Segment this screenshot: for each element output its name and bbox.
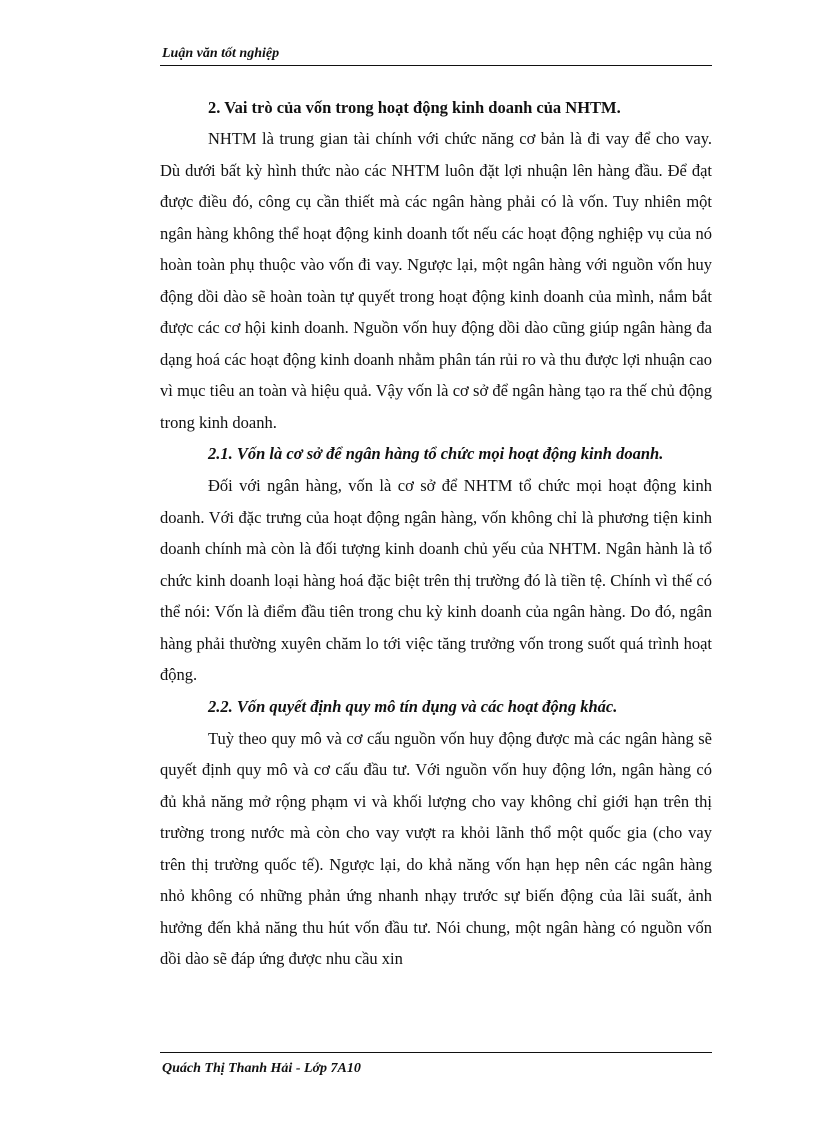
subsection-1-heading: 2.1. Vốn là cơ sở để ngân hàng tổ chức mọi hoạt động kinh doanh.: [208, 444, 664, 463]
footer-rule: [160, 1052, 712, 1053]
subsection-2-heading: 2.2. Vốn quyết định quy mô tín dụng và các hoạt động khác.: [208, 696, 618, 716]
document-body: [160, 92, 712, 975]
header-rule: [160, 65, 712, 66]
subsection-2-paragraph: Tuỳ theo quy mô và cơ cấu nguồn vốn huy động được mà các ngân hàng sẽ quyết định quy mô và cơ cấu đầu tư. Với nguồn vốn huy động lớn, ngân hàng có đủ khả năng mở rộng phạm vi và khối lượng cho vay không chỉ giới hạn trên thị trường trong nước mà còn cho vay vượt ra khỏi lãnh thổ một quốc gia (cho vay trên thị trường quốc tế). Ngược lại, do khả năng vốn hạn hẹp nên các ngân hàng nhỏ không có những phản ứng nhanh nhạy trước sự biến động của lãi suất, ảnh hưởng đến khả năng thu hút vốn đầu tư. Nói chung, một ngân hàng có nguồn vốn dồi dào sẽ đáp ứng được nhu cầu xin: [160, 728, 712, 968]
footer-author: Quách Thị Thanh Hải - Lớp 7A10: [162, 1061, 361, 1076]
header-title: Luận văn tốt nghiệp: [162, 46, 280, 61]
page-footer: [160, 1052, 712, 1077]
subsection-1-paragraph: Đối với ngân hàng, vốn là cơ sở để NHTM tổ chức mọi hoạt động kinh doanh. Với đặc trưng của hoạt động ngân hàng, vốn không chỉ là phương tiện kinh doanh chính mà còn là đối tượng kinh doanh chủ yếu của NHTM. Ngân hành là tổ chức kinh doanh loại hàng hoá đặc biệt trên thị trường đó là tiền tệ. Chính vì thế có thể nói: Vốn là điểm đầu tiên trong chu kỳ kinh doanh của ngân hàng. Do đó, ngân hàng phải thường xuyên chăm lo tới việc tăng trưởng vốn trong suốt quá trình hoạt động.: [160, 476, 712, 684]
section-intro-paragraph: NHTM là trung gian tài chính với chức năng cơ bản là đi vay để cho vay. Dù dưới bất kỳ hình thức nào các NHTM luôn đặt lợi nhuận lên hàng đầu. Để đạt được điều đó, công cụ cần thiết mà các ngân hàng phải có là vốn. Tuy nhiên một ngân hàng không thể hoạt động kinh doanh tốt nếu các hoạt động nghiệp vụ của nó hoàn toàn phụ thuộc vào vốn đi vay. Ngược lại, một ngân hàng với nguồn vốn huy động dồi dào sẽ hoàn toàn tự quyết trong hoạt động kinh doanh của mình, nắm bắt được các cơ hội kinh doanh. Nguồn vốn huy động dồi dào cũng giúp ngân hàng đa dạng hoá các hoạt động kinh doanh nhằm phân tán rủi ro và thu được lợi nhuận cao vì mục tiêu an toàn và hiệu quả. Vậy vốn là cơ sở để ngân hàng tạo ra thế chủ động trong kinh doanh.: [160, 129, 712, 432]
page-header: [160, 46, 712, 66]
section-heading: 2. Vai trò của vốn trong hoạt động kinh doanh của NHTM.: [208, 98, 621, 117]
